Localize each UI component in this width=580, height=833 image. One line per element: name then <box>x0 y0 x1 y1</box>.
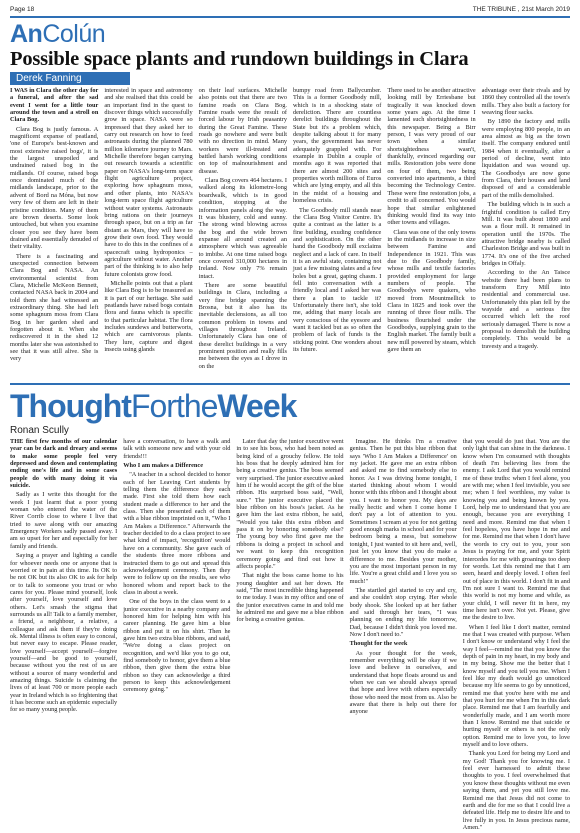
thought-byline: Ronan Scully <box>10 425 69 436</box>
text-column <box>482 87 570 377</box>
text-column <box>123 438 230 833</box>
paragraph: interested in space and astronomy and she realised that this could be an important find in the quest to discover things which successfully grow in space. NASA were so impressed that they asked her to carry out research on how to feed astronauts during the planned 780 million kilometre journey to Mars. Michelle therefore began carrying out research towards a scientific paper on NASA's long-term space flight agriculture project, exploring how sphagnum moss, and other plants, into NASA's long-term space flight agriculture without water systems. Astronauts bring rations on their journeys through space, but on a trip as far distant as Mars, they will have to grow their own food. They would have to do this in the confines of a spacecraft using hydroponics – agriculture without water. Another part of the thinking is to also help future colonists grow food. <box>104 87 193 278</box>
paragraph: that you would do just that. You are the only light that can shine in the darkness. I know when I'm consumed with thoughts of death I'm believing lies from the enemy. I ask Lord that you would remind me of these truths: when I feel alone, you are with me; when I feel invisible, you see me; when I feel worthless, my value is knowing you and being known by you. Lord, help me to understand that you are enough, because you are everything I need and more. Remind me that when I feel hopeless, you have hope in me and for me. Remind me that when I don't have the words to cry out to you, your son Jesus is praying for me, and your Spirit intercedes for me with groanings too deep for words. Let this remind me that I am seen, heard and deeply loved. I often feel out of place in this world. I don't fit in and I'm not sure I want to. Remind me that this world is not my home and while, as your child, I will never fit in here, my time here isn't over. Not yet. Please, give me the desire to live. <box>462 438 570 622</box>
paragraph: Clara was one of the only towns in the midlands to increase in size between Famine and Independence in 1921. This was due to the Goodbody family, whose mills and textile factories provided employment for large numbers of people. The Goodbodys were quakers, who moved from Mountmellick to Clara in 1825 and took over the running of three flour mills. The business flourished under the Goodbodys, supplying grain to the English market. The family built a new mill powered by steam, which gave them an <box>387 228 476 354</box>
thought-for-the-week-title <box>10 383 570 423</box>
paragraph: Clara Bog is justly famous. A magnificent expanse of peatland, 'one of Europe's best-known and most extensive raised bogs', it is the largest unspoiled and undrained raised bog in the midlands. Of course, raised bogs once dominated much of the midlands landscape, prior to the advent of Bord na Móna, but now very few of them are left in their pristine condition. Many of them are brown deserts. Some look untouched, but when you examine closer you see they have been drained and essentially denuded of their vitality. <box>10 125 99 251</box>
paragraph: on their leaf surfaces. Michelle also points out that there are two famine roads on Clara Bog. Famine roads were the result of forced labour by Irish peasantry during the Great Famine. These roads go nowhere and were built with no direction in mind. Many workers were ill-treated and battled harsh working conditions on top of malnourishment and disease. <box>198 87 287 175</box>
page-header-bar <box>10 4 570 14</box>
paragraph: By 1890 the factory and mills were employing 800 people, in an area almost as big as the town itself. The company endured until 1984 when it eventually, after a period of decline, went into liquidation and was wound up. The Goodbodys are now gone from Clara, their houses and land disposed of and a considerable part of the mills demolished. <box>481 118 570 199</box>
byline-bar <box>10 72 570 85</box>
publication-info <box>473 6 570 13</box>
text-column <box>10 438 117 833</box>
paragraph: The Goodbody mill stands near the Clara Bog Visitor Centre. It's quite a contrast as the latter is a fine building, exuding confidence and sophistication. On the other hand the Goodbody mill exclaims neglect and a lack of care. In itself it is an awful state, containing not just a few missing slates and a few holes but a great, gaping chasm. I fell into conversation with a friendly local and I asked her was there a plan to tackle it? Unfortunately there isn't, she told me, adding that many locals are very conscious of the eyesore and want it tackled but as so often the problem of lack of funds is the sticking point. One wonders about its future. <box>293 206 382 354</box>
paragraph: Saying a prayer and lighting a candle for whoever needs one or anyone that is worried or in pain at this time. Its OK to be not OK but its also OK to ask for help or to talk to someone you trust or who cares for you. Please mind yourself, look after yourself, love yourself and love others. Let's smash the stigma that surrounds us all! Talk to a family member, a friend, a neighbour, a relative, a colleague and ask them if they're doing ok. Mental illness is often easy to conceal, but never easy to escape. Please reader, love yourself—accept yourself—forgive yourself—and be good to yourself, because without you the rest of us are without a source of many wonderful and amazing things. Suicide is claiming the lives of at least 700 or more people each year in Ireland which is so frightening that it has become such an epidemic especially for so many young people. <box>10 552 118 714</box>
paragraph: There used to be another attractive looking mill by Erriesbane but tragically it was knocked down some years ago. At the time I lamented such shortsightedness in this newspaper. Being a Birr person, I was very proud of our town when a similar shortsightedness wasn't, thankfully, evinced regarding our mills. Restoration jobs were done on four of them, two being converted into apartments, a third becoming the Technology Centre. These were fine restoration jobs, a credit to all concerned. You would hope that similar enlightened thinking would find its way into other towns and villages. <box>387 87 476 227</box>
article-headline: Possible space plants and rundown buildings in Clara <box>10 48 469 70</box>
thought-title-part1: Thought <box>10 388 131 424</box>
paragraph: bumpy road from Ballycumber. This is a former Goodbody mill, which is in a shocking state of dereliction. There are countless derelict buildings throughout the State but it's a problem which, despite talking about it for many years, the government has never adequately grappled with. For example in Dublin a couple of months ago it was reported that there are almost 200 sites and properties worth millions of Euros which are lying empty, and all this in the midst of a housing and homeless crisis. <box>293 87 382 205</box>
text-column <box>236 438 343 833</box>
article-byline: Derek Fanning <box>10 72 130 85</box>
paragraph: The building which is in such a frightful condition is called Erry Mill. It was built about 1800 and was a flour mill. It remained in operation until the 1970s. The attractive bridge nearby is called Charleston Bridge and was built in 1774. It's one of the five arched bridges in Offaly. <box>481 201 570 267</box>
paragraph: have a conversation, to have a walk and talk with someone new and with your old friends!!! <box>123 438 231 460</box>
publication-date: 21st March 2019 <box>521 5 570 13</box>
text-column <box>463 438 570 833</box>
article-body <box>10 87 570 377</box>
text-column <box>293 87 381 377</box>
section-title-part1: An <box>10 20 43 48</box>
thought-title-part4: Week <box>217 388 297 424</box>
subheading: Thought for the week <box>349 640 408 648</box>
paragraph: When I feel like I don't matter, remind me that I was created with purpose. When I don't know or understand why I feel the way I feel—remind me that you know the depth of pain in my heart, in my body and in my being. Show me the better that I know myself and you tell you me. When I feel like my death would go unnoticed because my life seems to go by unnoticed, remind me that you're here with me and that you hurt for me when I'm in this dark place. Remind me that I am fearfully and wonderfully made, and I am worth more than I know. Remind me that suicide or hurting myself or others is not the only option. Remind me to love you, to love myself and to love others. <box>462 623 570 749</box>
paragraph: Sadly as I write this thought for the week I just learnt that a poor young woman who entered the water of the River Corrib close to where I live that tried to save along with our amazing Emergency Workers sadly passed away. I am so upset for her and especially for her family and friends. <box>10 491 118 550</box>
paragraph: The startled girl started to cry and cry, and she couldn't stop crying. Her whole body shook. She looked up at her father and said through her tears, "I was planning on ending my life tomorrow, Dad, because I didn't think you loved me. Now I don't need to." <box>349 586 457 638</box>
paragraph: According to the An Taisce website there had been plans to transform Erry Mill into residential and commercial use. Unfortunately this plan fell by the wayside and a serious fire occurred which left the roof seriously damaged. There is now a proposal to demolish the building completely. This would be a travesty and a tragedy. <box>481 269 570 350</box>
thought-body <box>10 438 570 831</box>
text-column <box>10 87 98 377</box>
section-title-part2: Colún <box>42 20 106 48</box>
text-column <box>387 87 475 377</box>
paragraph: Clara Bog covers 464 hectares. I walked along its kilometre-long boardwalk, which is in good condition, stopping at the information panels along the way. It was blustery, cold and sunny. The strong wind blowing across the bog and the wide brown expanse all around created an atmosphere which was agreeable to imbibe. At one time raised bogs once covered 310,000 hectares in Ireland. Now only 7% remain intact. <box>198 177 287 280</box>
paragraph: Thank you Lord for being my Lord and my God! Thank you for knowing me. I feel ever harnessed to admit these thoughts to you. I feel overwhelmed that you know these thoughts without me even saying them, and yet you still love me. Remind me that Jesus did not come to earth and die for me so that I could live a defeated life. Help me to desire life and to live fully in you. In Jesus precious name, Amen." <box>462 750 570 831</box>
paragraph: Imagine. He thinks I'm a creative genius. Then he put this blue ribbon that says 'Who I Am Makes a Difference' on my jacket. He gave me an extra ribbon and asked me to find somebody else to honor. As I was driving home tonight, I started thinking about whom I would honor with this ribbon and I thought about you. I want to honor you. My days are really hectic and when I come home I don't pay a lot of attention to you. Sometimes I scream at you for not getting good enough marks in school and for your bedroom being a mess, but somehow tonight, I just wanted to sit here and, well, just let you know that you do make a difference to me. Besides your mother, you are the most important person in my life. You're a great child and I love you so much!" <box>349 438 457 585</box>
publication-name: THE TRIBUNE , <box>472 5 520 13</box>
section-title <box>10 20 570 48</box>
thought-title-part2: For <box>130 388 176 424</box>
paragraph: One of the boys in the class went to a junior executive in a nearby company and honored him for helping him with his career planning. He gave him a blue ribbon and put it on his shirt. Then he gave him two extra blue ribbons, and said, "We're doing a class project on recognition, and we'd like you to go out, find somebody to honor, give them a blue ribbon, then give them the extra blue ribbon so they can acknowledge a third person to keep this acknowledgement ceremony going." <box>123 598 231 694</box>
paragraph: There is a fascinating and unexpected connection between Clara Bog and NASA. An environmental scientist from Clara, Michelle McKeon Bennett, contacted NASA back in 2004 and told them she had witnessed an extraordinary thing. She had left some sphagnum moss from Clara Bog in her garden shed and forgotten about it. When she rediscovered it in the shed 12 months later she was astonished to see that it was still alive. She is very <box>10 252 99 363</box>
thought-title-part3: the <box>175 388 218 424</box>
page-number: Page 18 <box>10 5 35 13</box>
text-column <box>199 87 287 377</box>
header-rule <box>10 16 570 18</box>
paragraph: Later that day the junior executive went in to see his boss, who had been noted as being kind of a grouchy fellow. He told his boss that he deeply admired him for being a creative genius. The boss seemed very surprised. The junior executive asked him if he would accept the gift of the blue ribbon. His surprised boss said, "Well, sure." The junior executive placed the blue ribbon on his boss's jacket. As he gave him the last extra ribbon, he said, "Would you take this extra ribbon and pass it on by honoring somebody else? The young boy who first gave me the ribbons is doing a project in school and we want to keep this recognition ceremony going and find out how it affects people." <box>236 438 344 570</box>
paragraph: As your thought for the week, remember everything will be okay if we love and believe in ourselves, and understand that hope floats around us and when we can we should always spread that hope and love with others especially those who need the most from us. Also be aware that there is help out there for anyone <box>349 649 457 716</box>
paragraph: There are some beautiful buildings in Clara, including a very fine bridge spanning the Brosna, but it also has its inevitable declensions, as all too common problem in towns and villages throughout Ireland. Unfortunately Clara has one of these derelict buildings in a very prominent position and really fills me between the eyes as I drove in on the <box>198 281 287 370</box>
paragraph: Michelle points out that a plant like Clara Bog is to be treasured as it is part of our heritage. She said peatlands have raised bogs contain flora and fauna which is specific to that particular habitat. The flora includes sundews and butterworts, which are carnivorous plants. They lure, capture and digest insects using glands <box>104 279 193 354</box>
paragraph: I WAS in Clara the other day for a funeral, and after the sad event I went for a little tour around the town and a stroll on Clara Bog. <box>10 87 99 124</box>
paragraph: advantage over their rivals and by 1860 they controlled all the town's mills. They also built a factory for weaving flour sacks. <box>481 87 570 117</box>
text-column <box>350 438 457 833</box>
paragraph: THE first few months of our calendar year can be dark and dreary and seems to make some people feel very depressed and down and contemplating ending one's life and in some cases people do with many doing it via suicide. <box>10 438 118 490</box>
text-column <box>104 87 192 377</box>
paragraph: That night the boss came home to his young daughter and sat her down. He said, "The most incredible thing happened to me today. I was in my office and one of the junior executives came in and told me he admired me and gave me a blue ribbon for being a creative genius. <box>236 572 344 624</box>
subheading: Who I am makes a Difference <box>123 462 203 470</box>
paragraph: "A teacher in a school decided to honor each of her Leaving Cert students by telling them the difference they each made. First she told them how each student made a difference to her and the class. Then she presented each of them with a blue ribbon imprinted on it, "Who I Am Makes a Difference." Afterwards the teacher decided to do a class project to see what kind of impact, 'recognition' would have on a community. She gave each of the students three more ribbons and instructed them to go out and spread this acknowledgement ceremony. Then they were to follow up on the results, see who honored whom and report back to the class in about a week. <box>123 471 231 596</box>
